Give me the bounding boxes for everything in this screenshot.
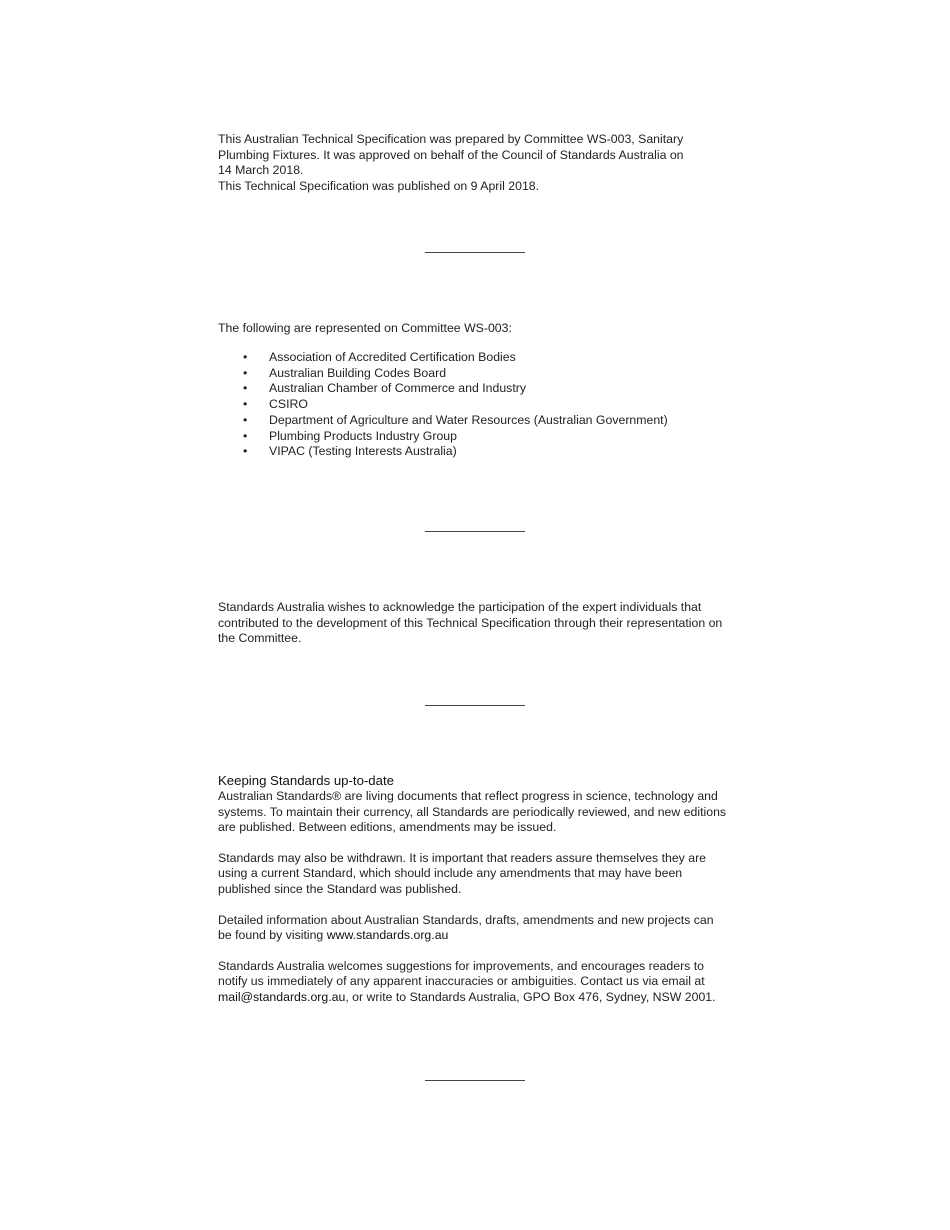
section-heading: Keeping Standards up-to-date xyxy=(218,773,394,788)
approval-statement xyxy=(218,132,738,194)
approval-line: 14 March 2018. xyxy=(218,163,304,178)
members-intro-text: The following are represented on Committee WS-003: xyxy=(218,321,512,335)
website-link[interactable]: www.standards.org.au xyxy=(326,928,449,943)
section-divider xyxy=(425,531,525,532)
member-name: CSIRO xyxy=(269,397,308,412)
paragraph-line xyxy=(218,928,738,944)
acknowledgement xyxy=(218,600,738,647)
member-name: Department of Agriculture and Water Resources (Australian Government) xyxy=(269,412,668,427)
bullet-icon: • xyxy=(243,381,248,396)
section-divider xyxy=(425,705,525,706)
paragraph-line: are published. Between editions, amendments may be issued. xyxy=(218,820,557,835)
acknowledgement-line: Standards Australia wishes to acknowledge the participation of the expert individuals that xyxy=(218,600,702,614)
paragraph-text: be found by visiting xyxy=(218,928,327,943)
list-item xyxy=(218,381,738,397)
bullet-icon: • xyxy=(243,444,248,459)
list-item xyxy=(218,413,738,429)
list-item xyxy=(218,444,738,460)
member-name: Association of Accredited Certification Bodies xyxy=(269,350,516,364)
list-item xyxy=(218,397,738,413)
section-divider xyxy=(425,252,525,253)
paragraph-line: using a current Standard, which should include any amendments that may have been xyxy=(218,866,683,881)
paragraph-line: published since the Standard was published. xyxy=(218,881,462,896)
member-name: Australian Chamber of Commerce and Industry xyxy=(269,381,526,396)
section-divider xyxy=(425,1080,525,1081)
approval-line: Plumbing Fixtures. It was approved on behalf of the Council of Standards Australia on xyxy=(218,147,684,162)
bullet-icon: • xyxy=(243,365,248,380)
paragraph-line: Australian Standards® are living documents that reflect progress in science, technology and xyxy=(218,789,718,803)
paragraph-text: , or write to Standards Australia, GPO Box 476, Sydney, NSW 2001. xyxy=(345,989,716,1004)
paragraph-line: Standards Australia welcomes suggestions for improvements, and encourages readers to xyxy=(218,958,704,973)
publication-date-line: This Technical Specification was published on 9 April 2018. xyxy=(218,178,540,193)
paragraph-gap xyxy=(218,836,738,851)
paragraph-line: Detailed information about Australian Standards, drafts, amendments and new projects can xyxy=(218,912,714,927)
bullet-icon: • xyxy=(243,397,248,412)
acknowledgement-line: the Committee. xyxy=(218,631,302,646)
members-intro xyxy=(218,321,738,337)
member-name: VIPAC (Testing Interests Australia) xyxy=(269,444,457,459)
list-item xyxy=(218,366,738,382)
paragraph-line: Standards may also be withdrawn. It is important that readers assure themselves they are xyxy=(218,850,707,865)
member-name: Plumbing Products Industry Group xyxy=(269,428,457,443)
list-item xyxy=(218,429,738,445)
bullet-icon: • xyxy=(243,412,248,427)
paragraph-line xyxy=(218,990,738,1006)
acknowledgement-line: contributed to the development of this Technical Specification through their representation on xyxy=(218,615,723,630)
list-item xyxy=(218,350,738,366)
member-list xyxy=(218,350,738,460)
paragraph-gap xyxy=(218,944,738,959)
member-name: Australian Building Codes Board xyxy=(269,365,447,380)
bullet-icon: • xyxy=(243,350,248,364)
email-link[interactable]: mail@standards.org.au xyxy=(218,989,346,1004)
approval-line: This Australian Technical Specification was prepared by Committee WS-003, Sanitary xyxy=(218,132,684,146)
keeping-standards-section xyxy=(218,773,738,1006)
bullet-icon: • xyxy=(243,428,248,443)
paragraph-line: systems. To maintain their currency, all Standards are periodically reviewed, and new editions xyxy=(218,804,727,819)
paragraph-line: notify us immediately of any apparent inaccuracies or ambiguities. Contact us via email at xyxy=(218,974,705,989)
paragraph-gap xyxy=(218,898,738,913)
